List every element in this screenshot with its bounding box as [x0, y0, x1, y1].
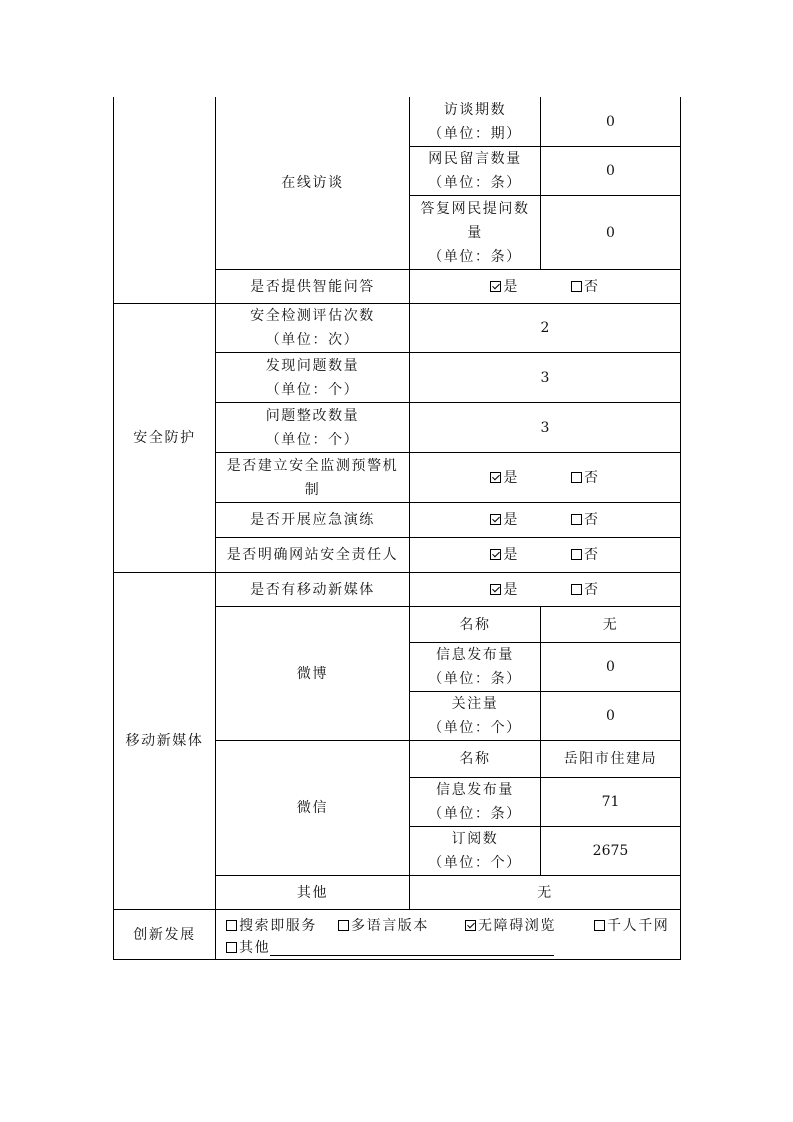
message-count-label	[410, 147, 541, 196]
item-value: 0	[606, 708, 615, 724]
option-yes	[490, 466, 519, 490]
item-label: 答复网民提问数量	[420, 200, 530, 241]
option-text: 搜索即服务	[239, 918, 317, 934]
option-yes	[490, 543, 519, 567]
option-yes	[490, 275, 519, 299]
issues-found-value	[410, 353, 681, 403]
wechat-name-label	[410, 741, 541, 778]
yes-no-options	[490, 466, 599, 490]
item-unit: （单位：个）	[428, 855, 522, 871]
wechat-name-value	[541, 741, 681, 778]
yes-no-options	[490, 543, 599, 567]
checkbox-icon	[226, 942, 237, 953]
section-label-security	[113, 304, 216, 573]
other-media-label	[216, 876, 410, 910]
checkbox-icon	[571, 584, 582, 595]
option-text: 是	[503, 278, 519, 295]
option-no	[571, 466, 600, 490]
checkbox-icon	[594, 920, 605, 931]
row-label: 微博	[296, 665, 329, 682]
item-label: 订阅数	[451, 831, 499, 847]
row-label: 是否提供智能问答	[250, 278, 375, 295]
section-title: 创新发展	[133, 926, 196, 943]
checkbox-icon	[490, 472, 501, 483]
issues-fixed-label	[216, 403, 410, 453]
item-label: 关注量	[451, 696, 499, 712]
option-text: 是	[503, 547, 519, 563]
item-label: 问题整改数量	[265, 407, 360, 424]
item-value: 3	[540, 369, 550, 386]
option-text: 其他	[239, 940, 271, 956]
item-value: 0	[606, 113, 615, 130]
item-unit: （单位：条）	[428, 248, 522, 265]
item-value: 岳阳市住建局	[563, 751, 658, 767]
item-value: 2675	[592, 843, 629, 859]
item-unit: （单位：个）	[265, 431, 360, 448]
item-label: 名称	[459, 616, 491, 633]
item-unit: （单位：个）	[265, 381, 360, 398]
weibo-followers-value	[541, 692, 681, 741]
checkbox-icon	[226, 920, 237, 931]
smart-qa-label	[216, 270, 410, 304]
row-label: 其他	[296, 884, 329, 901]
innovation-options	[216, 910, 681, 960]
emergency-drill-options	[410, 503, 681, 538]
row-label: 是否开展应急演练	[250, 512, 375, 528]
security-check-count-value	[410, 304, 681, 353]
option-multilingual	[338, 914, 429, 938]
issues-fixed-value	[410, 403, 681, 453]
item-label: 名称	[459, 751, 491, 767]
option-yes	[490, 578, 519, 602]
checkbox-icon	[571, 472, 582, 483]
row-label: 微信	[296, 800, 329, 816]
option-no	[571, 578, 600, 602]
interview-count-label	[410, 97, 541, 147]
item-value: 3	[540, 419, 550, 436]
option-text: 无障碍浏览	[478, 918, 556, 934]
item-value: 2	[540, 320, 550, 336]
message-count-value	[541, 147, 681, 196]
security-officer-label	[216, 538, 410, 573]
item-label: 网民留言数量	[428, 151, 522, 167]
weibo-name-label	[410, 607, 541, 643]
item-value: 0	[606, 163, 615, 179]
weibo-posts-label	[410, 643, 541, 692]
wechat-posts-label	[410, 778, 541, 827]
emergency-drill-label	[216, 503, 410, 538]
wechat-posts-value	[541, 778, 681, 827]
item-value: 0	[606, 659, 615, 675]
monitoring-mechanism-label	[216, 453, 410, 503]
option-personalized	[594, 914, 669, 938]
item-unit: （单位：条）	[428, 175, 522, 191]
other-media-value	[410, 876, 681, 910]
section-title: 移动新媒体	[125, 733, 204, 749]
option-text: 否	[584, 547, 600, 563]
interview-count-value	[541, 97, 681, 147]
item-unit: （单位：条）	[428, 671, 522, 687]
wechat-subscribers-label	[410, 827, 541, 876]
online-interview-label	[216, 97, 410, 270]
section-title: 安全防护	[133, 430, 196, 446]
row-label: 在线访谈	[281, 175, 344, 191]
weibo-label	[216, 607, 410, 741]
weibo-posts-value	[541, 643, 681, 692]
weibo-followers-label	[410, 692, 541, 741]
option-text: 多语言版本	[351, 918, 429, 934]
checkbox-icon	[571, 514, 582, 525]
option-text: 否	[584, 512, 600, 528]
checkbox-icon	[571, 549, 582, 560]
option-other	[226, 936, 554, 960]
checkbox-icon	[465, 920, 476, 931]
reply-count-label	[410, 196, 541, 270]
option-search-as-service	[226, 914, 317, 938]
item-value: 0	[606, 224, 615, 241]
row-label: 是否建立安全监测预警机制	[226, 457, 399, 498]
item-label: 信息发布量	[436, 647, 514, 663]
yes-no-options	[490, 578, 599, 602]
item-value: 71	[601, 794, 620, 810]
wechat-label	[216, 741, 410, 876]
option-no	[571, 543, 600, 567]
has-mobile-media-options	[410, 573, 681, 607]
checkbox-icon	[490, 281, 501, 292]
section-label-mobile-media	[113, 573, 216, 910]
blank-fill-line	[270, 939, 554, 956]
reply-count-value	[541, 196, 681, 270]
item-label: 访谈期数	[443, 101, 507, 118]
item-value: 无	[602, 616, 619, 633]
option-text: 否	[584, 581, 600, 598]
option-accessibility	[465, 914, 556, 938]
option-text: 否	[584, 278, 600, 295]
weibo-name-value	[541, 607, 681, 643]
option-text: 是	[503, 469, 519, 486]
option-yes	[490, 508, 519, 532]
item-unit: （单位：个）	[428, 720, 522, 736]
row-label: 是否明确网站安全责任人	[226, 547, 399, 563]
checkbox-icon	[490, 514, 501, 525]
option-no	[571, 508, 600, 532]
security-officer-options	[410, 538, 681, 573]
item-label: 信息发布量	[436, 782, 514, 798]
wechat-subscribers-value	[541, 827, 681, 876]
checkbox-icon	[490, 549, 501, 560]
issues-found-label	[216, 353, 410, 403]
yes-no-options	[490, 275, 599, 299]
item-unit: （单位：次）	[265, 332, 360, 348]
section-label-innovation	[113, 910, 216, 960]
option-no	[571, 275, 600, 299]
item-value: 无	[537, 884, 553, 901]
checkbox-icon	[571, 281, 582, 292]
row-label: 是否有移动新媒体	[250, 581, 375, 598]
item-unit: （单位：条）	[428, 806, 522, 822]
checkbox-icon	[490, 584, 501, 595]
item-label: 发现问题数量	[265, 357, 360, 374]
smart-qa-options	[410, 270, 681, 304]
item-unit: （单位：期）	[428, 125, 522, 142]
has-mobile-media-label	[216, 573, 410, 607]
item-label: 安全检测评估次数	[250, 308, 375, 324]
option-text: 否	[584, 469, 600, 486]
monitoring-mechanism-options	[410, 453, 681, 503]
section-cell-continued	[113, 97, 216, 304]
security-check-count-label	[216, 304, 410, 353]
checkbox-icon	[338, 920, 349, 931]
option-text: 是	[503, 512, 519, 528]
option-text: 千人千网	[607, 918, 670, 934]
option-text: 是	[503, 581, 519, 598]
yes-no-options	[490, 508, 599, 532]
